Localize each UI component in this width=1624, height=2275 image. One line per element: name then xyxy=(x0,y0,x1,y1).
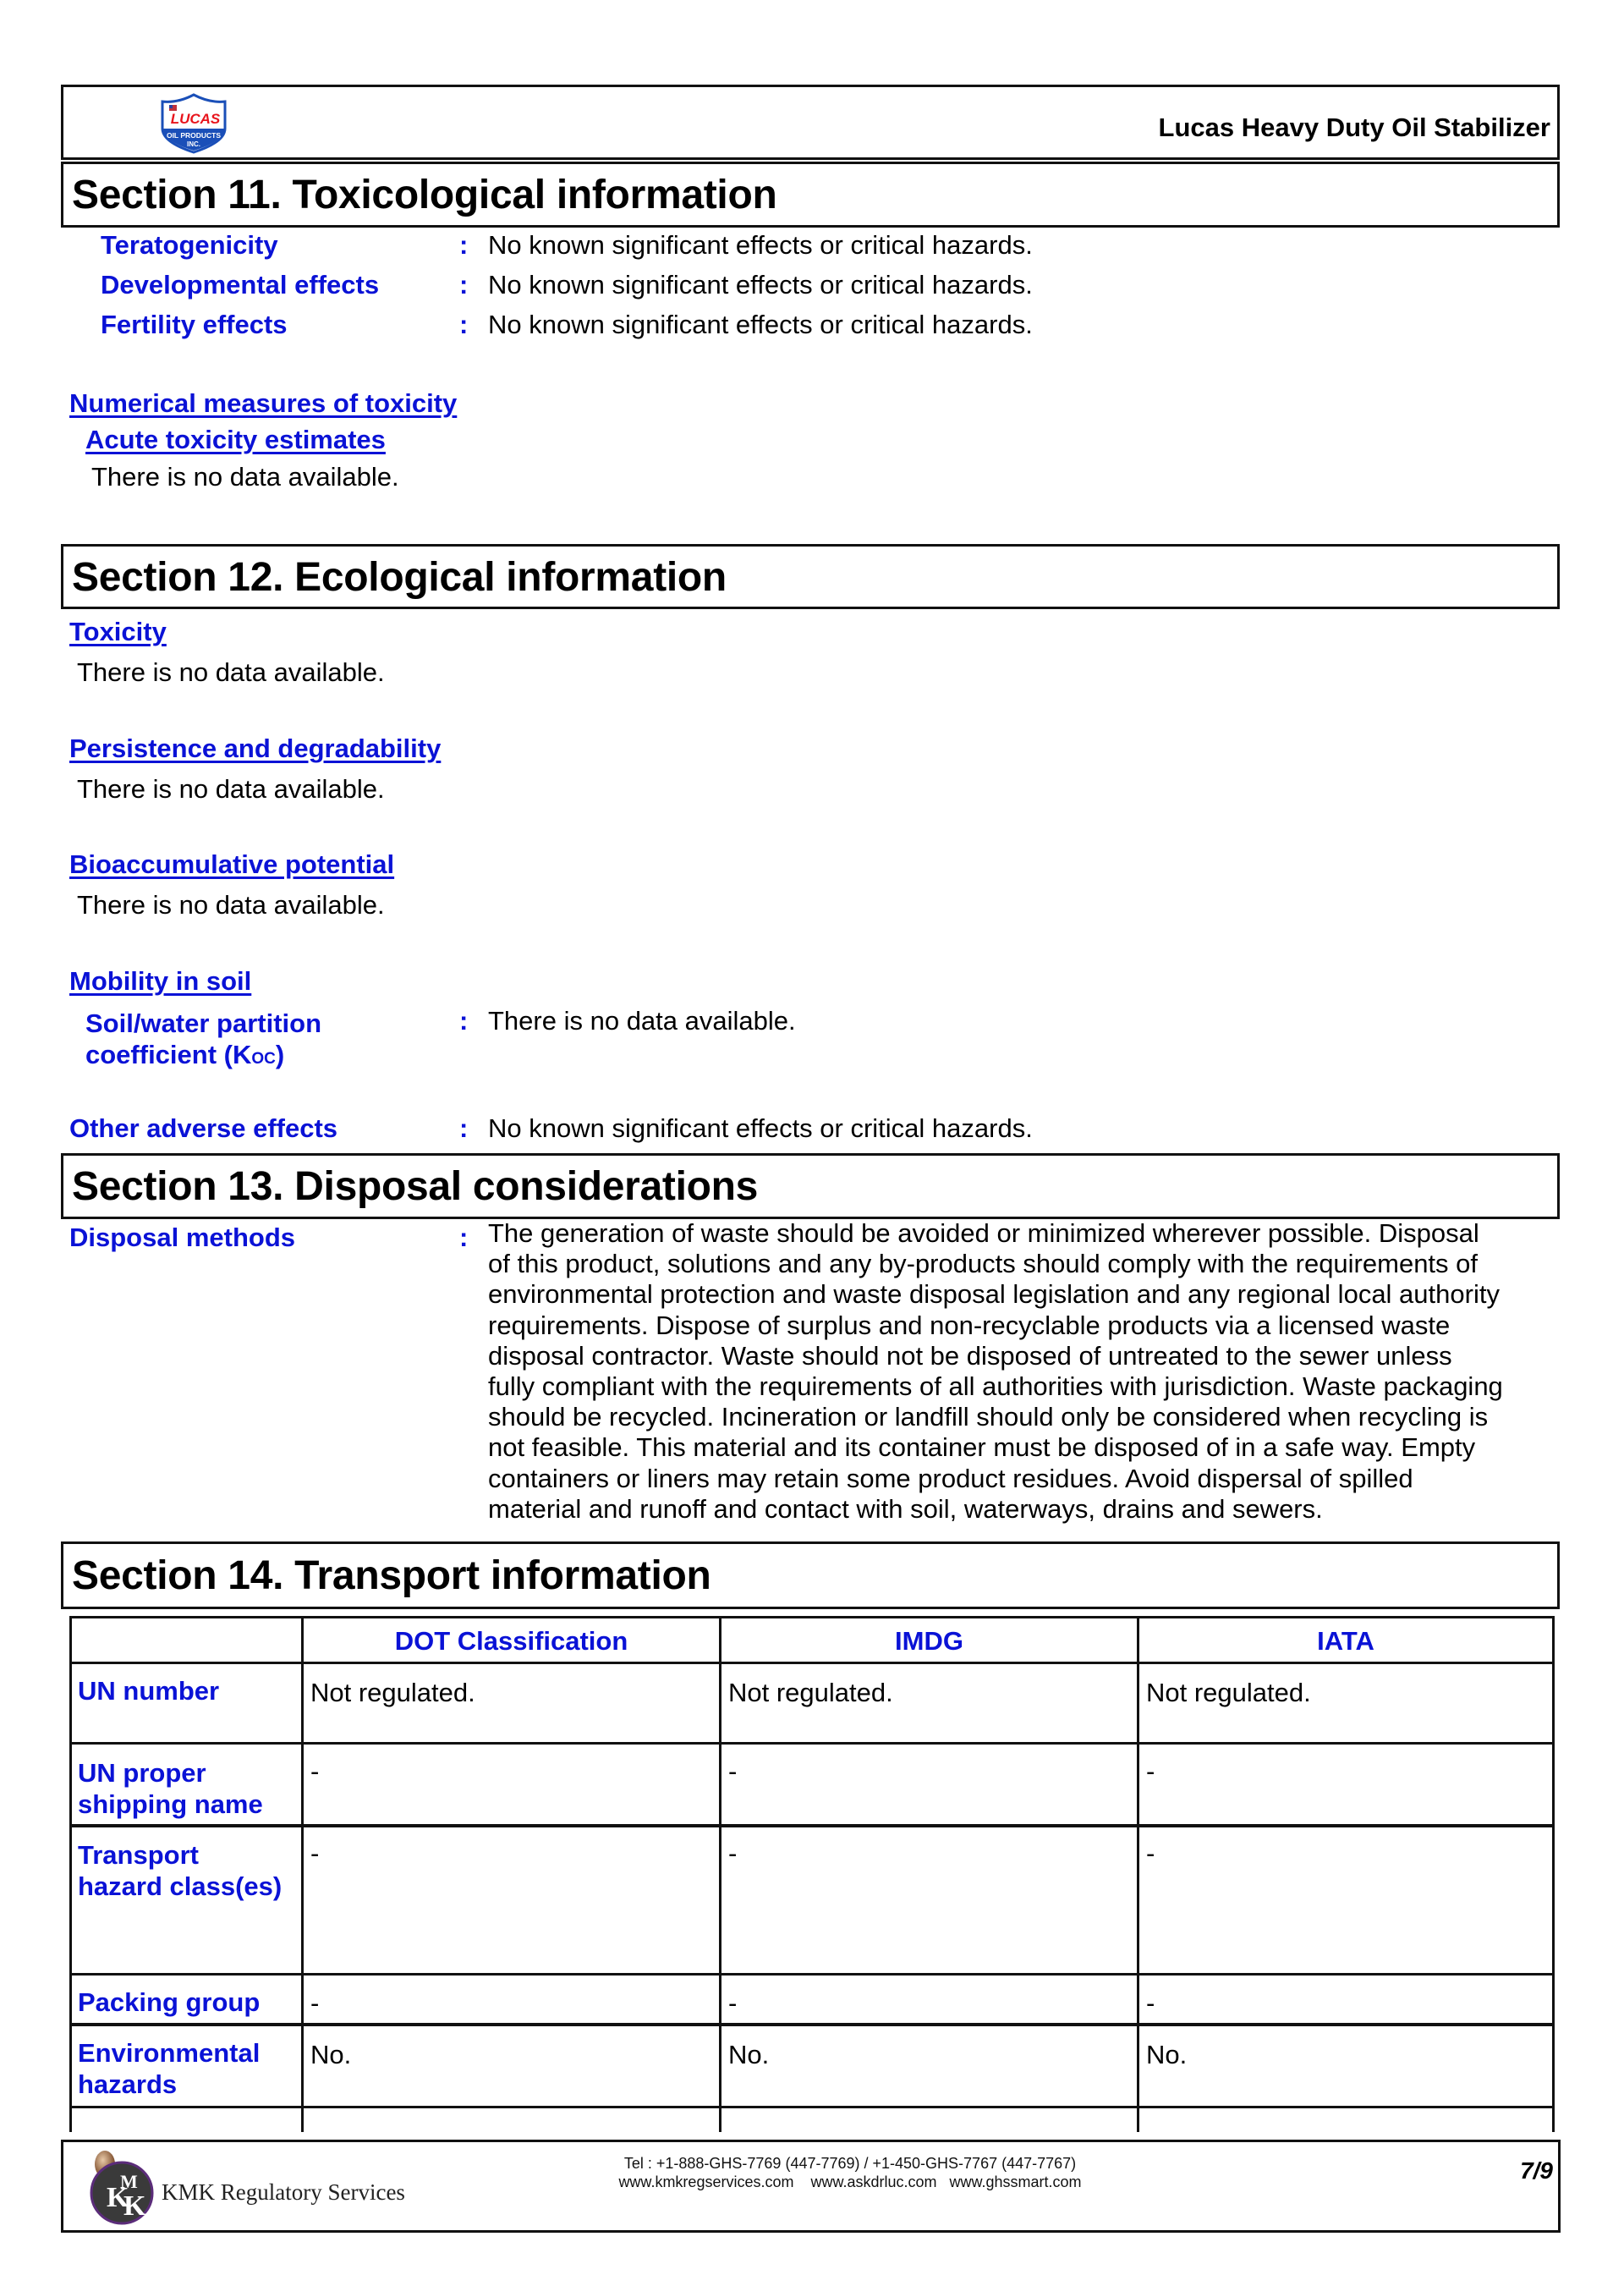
shipping-name-dot: - xyxy=(310,1756,320,1786)
table-border xyxy=(719,1616,721,2132)
telephone: Tel : +1-888-GHS-7769 (447-7769) / +1-450-GHS-7767 (447-7767) xyxy=(623,2155,1077,2172)
table-border xyxy=(1552,1616,1555,2132)
disposal-methods-label: Disposal methods xyxy=(69,1223,295,1252)
disposal-methods-text: The generation of waste should be avoided or minimized wherever possible. Disposal of this product, solutions and any by-products should comply with the requirements of environmental protection and waste disposal legislation and any regional local authority requirements. Dispose of surplus and non-recyclable products via a licensed waste disposal contractor. Waste should not be disposed of untreated to the sewer unless fully compliant with the requirements of all authorities with jurisdiction. Waste packaging should be recycled. Incineration or landfill should only be considered when recycling is not feasible. This material and its container must be disposed of in a safe way. Empty containers or liners may retain some product residues. Avoid dispersal of spilled material and runoff and contact with soil, waterways, drains and sewers. xyxy=(488,1218,1503,1524)
colon: : xyxy=(459,1006,469,1036)
table-border xyxy=(69,1973,1555,1976)
section-title: Section 12. Ecological information xyxy=(72,555,727,600)
un-number-iata: Not regulated. xyxy=(1146,1678,1311,1707)
table-border xyxy=(69,1824,1555,1827)
acute-toxicity-text: There is no data available. xyxy=(91,462,399,492)
fertility-effects-label: Fertility effects xyxy=(101,310,288,339)
colon: : xyxy=(459,310,469,339)
column-header-iata: IATA xyxy=(1317,1626,1374,1656)
svg-text:K: K xyxy=(123,2190,146,2222)
company-name: KMK Regulatory Services xyxy=(162,2179,405,2205)
bioaccumulative-text: There is no data available. xyxy=(77,890,385,920)
persistence-heading: Persistence and degradability xyxy=(69,734,442,763)
packing-group-imdg: - xyxy=(728,1988,738,2018)
table-border xyxy=(69,2106,1555,2108)
column-header-imdg: IMDG xyxy=(895,1626,963,1656)
section-title: Section 14. Transport information xyxy=(72,1553,711,1598)
page-number: 7/9 xyxy=(1520,2157,1553,2184)
colon: : xyxy=(459,230,469,260)
section-13-header xyxy=(61,1153,1560,1219)
svg-text:INC.: INC. xyxy=(187,140,200,148)
row-label-un-number: UN number xyxy=(78,1676,220,1706)
environmental-hazards-iata: No. xyxy=(1146,2040,1188,2069)
colon: : xyxy=(459,1113,469,1143)
kmk-emblem-icon xyxy=(86,2149,154,2225)
hazard-class-dot: - xyxy=(310,1838,320,1868)
fertility-effects-value: No known significant effects or critical hazards. xyxy=(488,310,1033,339)
websites: www.kmkregservices.com www.askdrluc.com www.ghssmart.com xyxy=(618,2173,1082,2190)
toxicity-heading: Toxicity xyxy=(69,617,167,646)
kmk-logo xyxy=(86,2149,154,2225)
numerical-measures-heading: Numerical measures of toxicity xyxy=(69,388,458,418)
section-11-header xyxy=(61,162,1560,228)
mobility-heading: Mobility in soil xyxy=(69,966,252,996)
teratogenicity-value: No known significant effects or critical hazards. xyxy=(488,230,1033,260)
row-label-transport-hazard-class: Transport hazard class(es) xyxy=(78,1840,283,1901)
table-border xyxy=(69,1742,1555,1745)
row-label-packing-group: Packing group xyxy=(78,1987,261,2017)
table-border xyxy=(301,1616,304,2132)
row-label-un-proper-shipping-name: UN proper shipping name xyxy=(78,1758,263,1819)
section-title: Section 13. Disposal considerations xyxy=(72,1164,759,1209)
table-border xyxy=(69,2023,1555,2026)
section-title: Section 11. Toxicological information xyxy=(72,173,777,217)
packing-group-dot: - xyxy=(310,1988,320,2018)
acute-toxicity-heading: Acute toxicity estimates xyxy=(85,425,386,454)
column-header-dot: DOT Classification xyxy=(394,1626,628,1656)
document-header xyxy=(61,85,1560,160)
svg-text:LUCAS: LUCAS xyxy=(170,111,221,127)
section-14-header xyxy=(61,1541,1560,1609)
hazard-class-imdg: - xyxy=(728,1838,738,1868)
shipping-name-iata: - xyxy=(1146,1756,1155,1786)
un-number-dot: Not regulated. xyxy=(310,1678,475,1707)
packing-group-iata: - xyxy=(1146,1988,1155,2018)
table-border xyxy=(69,1616,1555,1618)
colon: : xyxy=(459,1223,469,1252)
other-adverse-effects-value: No known significant effects or critical hazards. xyxy=(488,1113,1033,1143)
row-label-environmental-hazards: Environmental hazards xyxy=(78,2038,261,2099)
svg-text:K: K xyxy=(107,2182,129,2213)
persistence-text: There is no data available. xyxy=(77,774,385,804)
page-footer xyxy=(61,2140,1561,2233)
koc-label: Soil/water partition coefficient (KOC) xyxy=(85,1008,322,1069)
colon: : xyxy=(459,270,469,299)
lucas-shield-icon xyxy=(159,93,228,154)
lucas-logo xyxy=(159,93,228,154)
bioaccumulative-heading: Bioaccumulative potential xyxy=(69,849,395,879)
koc-value: There is no data available. xyxy=(488,1006,796,1036)
table-border xyxy=(69,1662,1555,1664)
hazard-class-iata: - xyxy=(1146,1838,1155,1868)
contact-info xyxy=(588,2154,1112,2191)
developmental-effects-value: No known significant effects or critical hazards. xyxy=(488,270,1033,299)
table-border xyxy=(69,1616,72,2132)
section-12-header xyxy=(61,544,1560,609)
environmental-hazards-dot: No. xyxy=(310,2040,352,2069)
transport-table xyxy=(69,1616,1555,2132)
environmental-hazards-imdg: No. xyxy=(728,2040,770,2069)
un-number-imdg: Not regulated. xyxy=(728,1678,893,1707)
shipping-name-imdg: - xyxy=(728,1756,738,1786)
toxicity-text: There is no data available. xyxy=(77,657,385,687)
developmental-effects-label: Developmental effects xyxy=(101,270,380,299)
table-border xyxy=(1137,1616,1139,2132)
teratogenicity-label: Teratogenicity xyxy=(101,230,278,260)
other-adverse-effects-label: Other adverse effects xyxy=(69,1113,338,1143)
product-name: Lucas Heavy Duty Oil Stabilizer xyxy=(1158,113,1550,142)
svg-text:OIL PRODUCTS: OIL PRODUCTS xyxy=(166,131,222,140)
svg-text:M: M xyxy=(120,2171,138,2192)
